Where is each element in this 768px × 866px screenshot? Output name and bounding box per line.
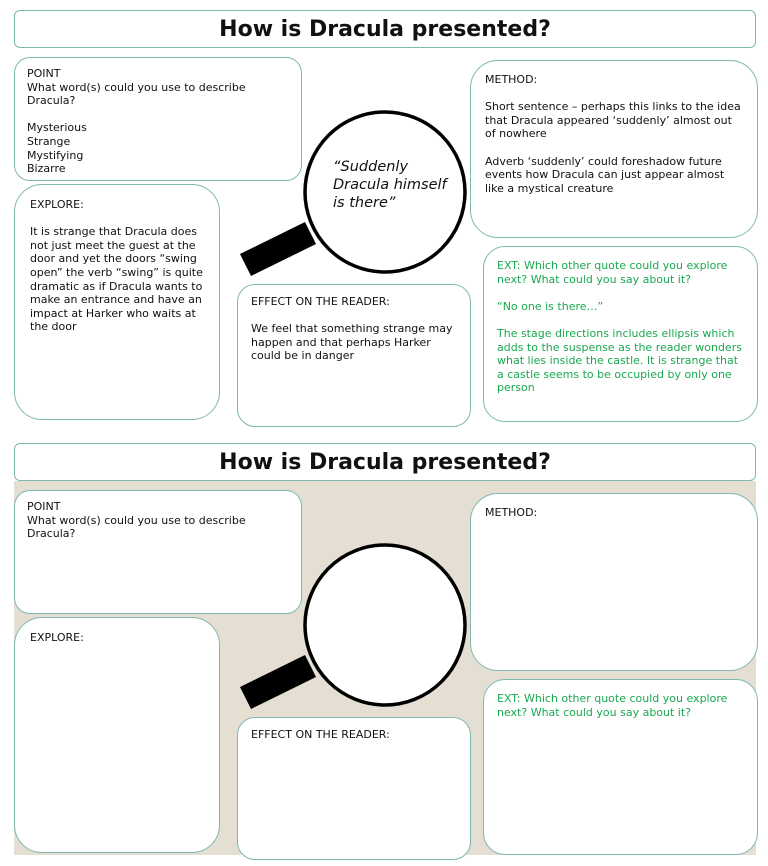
effect-box — [237, 717, 471, 860]
point-question: What word(s) could you use to describe Dracula? — [27, 513, 246, 541]
point-label: POINT — [27, 500, 61, 513]
ext-prompt: EXT: Which other quote could you explore next? What could you say about it? — [497, 259, 728, 286]
method-label: METHOD: — [485, 506, 538, 519]
method-label: METHOD: — [485, 73, 538, 86]
describing-word: Bizarre — [27, 162, 66, 176]
effect-label: EFFECT ON THE READER: — [251, 295, 390, 308]
method-paragraph: Short sentence – perhaps this links to the idea that Dracula appeared ‘suddenly’ almost out of nowhere — [485, 100, 741, 141]
describing-word: Strange — [27, 134, 71, 148]
explore-label: EXPLORE: — [30, 631, 84, 644]
explore-box — [14, 184, 220, 420]
ext-text: The stage directions includes ellipsis which adds to the suspense as the reader wonders what lies inside the castle. It is strange that a castle seems to be occupied by only one person — [497, 326, 742, 395]
effect-text: We feel that something strange may happen and that perhaps Harker could be in danger — [251, 322, 453, 363]
explore-text: It is strange that Dracula does not just meet the guest at the door and yet the doors “swing open” the verb “swing” is quite dramatic as if Dracula wants to make an entrance and have an impact at Harker who waits at the door — [30, 225, 203, 334]
ext-prompt: EXT: Which other quote could you explore next? What could you say about it? — [497, 692, 728, 719]
ext-box — [483, 679, 758, 855]
describing-word: Mystifying — [27, 148, 84, 162]
method-box — [470, 60, 758, 238]
worksheet-blank — [0, 433, 768, 866]
point-box — [14, 490, 302, 614]
explore-label: EXPLORE: — [30, 198, 84, 211]
explore-box — [14, 617, 220, 853]
effect-label: EFFECT ON THE READER: — [251, 728, 390, 741]
describing-word: Mysterious — [27, 121, 87, 135]
page-title: How is Dracula presented? — [14, 443, 756, 481]
point-box — [14, 57, 302, 181]
method-paragraph: Adverb ‘suddenly’ could foreshadow future events how Dracula can just appear almost like a mystical creature — [485, 154, 725, 195]
effect-box — [237, 284, 471, 427]
ext-quote: “No one is there…” — [497, 299, 604, 313]
page-title: How is Dracula presented? — [14, 10, 756, 48]
point-question: What word(s) could you use to describe Dracula? — [27, 80, 246, 108]
point-label: POINT — [27, 67, 61, 80]
method-box — [470, 493, 758, 671]
key-quote: “Suddenly Dracula himself is there” — [333, 159, 447, 211]
ext-box — [483, 246, 758, 422]
